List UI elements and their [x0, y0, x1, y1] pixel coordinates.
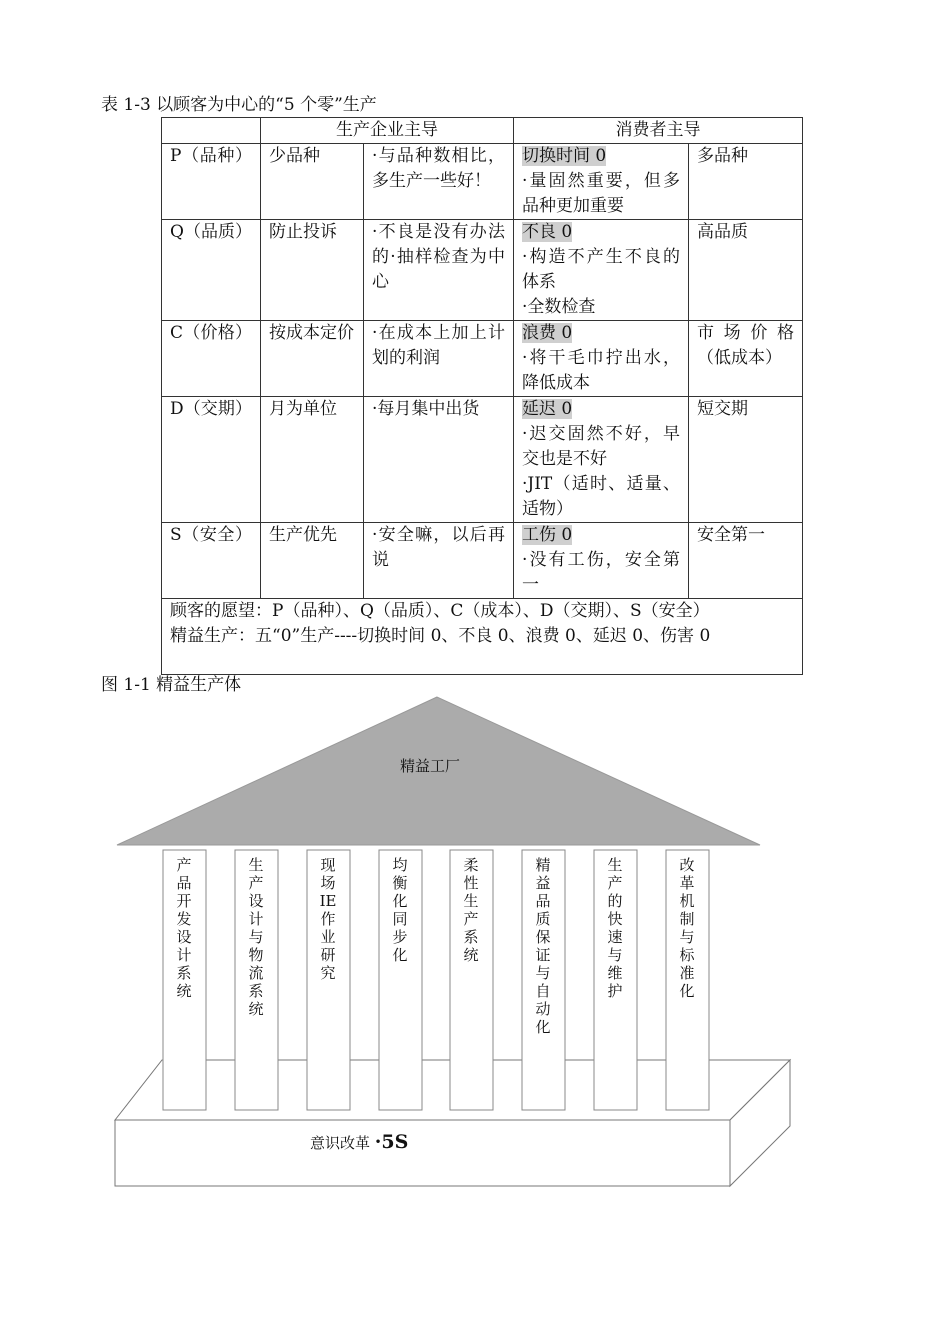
pillar-label: 生产设计与物流系统 [248, 856, 264, 1018]
consumer-note: ·量固然重要，但多品种更加重要 [522, 171, 680, 216]
producer-goal-cell: 防止投诉 [261, 220, 364, 321]
pillar-label: 生产的快速与维护 [607, 856, 623, 1000]
consumer-goal-cell: 市场价格（低成本） [689, 321, 803, 397]
pillar-label: 改革机制与标准化 [679, 856, 695, 1000]
consumer-note-2: ·JIT（适时、适量、适物） [522, 474, 680, 519]
base-label-text: 意识改革 [310, 1134, 371, 1152]
header-producer: 生产企业主导 [261, 118, 514, 144]
consumer-goal-cell: 多品种 [689, 144, 803, 220]
producer-note-cell: ·每月集中出货 [364, 397, 514, 523]
producer-goal-cell: 少品种 [261, 144, 364, 220]
dimension-cell: C（价格） [162, 321, 261, 397]
consumer-goal-cell: 安全第一 [689, 523, 803, 599]
producer-note-cell: ·安全嘛，以后再说 [364, 523, 514, 599]
table-caption: 表 1-3 以顾客为中心的“5 个零”生产 [101, 95, 377, 115]
pillar-label: 柔性生产系统 [463, 856, 479, 964]
lean-production-text: 精益生产：五“0”生产----切换时间 0、不良 0、浪费 0、延迟 0、伤害 0 [170, 626, 711, 646]
header-consumer: 消费者主导 [514, 118, 803, 144]
consumer-note: ·迟交固然不好，早交也是不好 [522, 424, 680, 469]
zero-target-highlight: 不良 0 [522, 222, 573, 242]
dimension-cell: P（品种） [162, 144, 261, 220]
pillar-label: 产品开发设计系统 [176, 856, 192, 1000]
consumer-note: ·将干毛巾拧出水，降低成本 [522, 348, 680, 393]
consumer-note-2: ·全数检查 [522, 297, 596, 317]
roof-label: 精益工厂 [399, 757, 460, 775]
producer-note-cell: ·不良是没有办法的·抽样检查为中心 [364, 220, 514, 321]
producer-goal-cell: 按成本定价 [261, 321, 364, 397]
pillar-label: 均衡化同步化 [392, 856, 408, 964]
pillar-label: 现场IE作业研究 [319, 856, 337, 982]
base-label-5s: ·5S [374, 1131, 409, 1153]
zero-target-highlight: 切换时间 0 [522, 146, 607, 166]
zero-target-highlight: 浪费 0 [522, 323, 573, 343]
dimension-cell: D（交期） [162, 397, 261, 523]
consumer-goal-cell: 高品质 [689, 220, 803, 321]
consumer-goal-cell: 短交期 [689, 397, 803, 523]
consumer-note: ·构造不产生不良的体系 [522, 247, 680, 292]
producer-note-cell: ·在成本上加上计划的利润 [364, 321, 514, 397]
figure-caption: 图 1-1 精益生产体 [101, 675, 242, 695]
dimension-cell: Q（品质） [162, 220, 261, 321]
customer-wish-text: 顾客的愿望：P（品种）、Q（品质）、C（成本）、D（交期）、S（安全） [170, 601, 710, 621]
producer-goal-cell: 生产优先 [261, 523, 364, 599]
zero-target-highlight: 工伤 0 [522, 525, 573, 545]
base-label [310, 1131, 408, 1154]
producer-goal-cell: 月为单位 [261, 397, 364, 523]
zero-target-highlight: 延迟 0 [522, 399, 573, 419]
pillar-label: 精益品质保证与自动化 [535, 856, 551, 1036]
producer-note-cell: ·与品种数相比，多生产一些好！ [364, 144, 514, 220]
dimension-cell: S（安全） [162, 523, 261, 599]
consumer-note: ·没有工伤，安全第一 [522, 550, 680, 595]
base-front-face [115, 1120, 730, 1186]
